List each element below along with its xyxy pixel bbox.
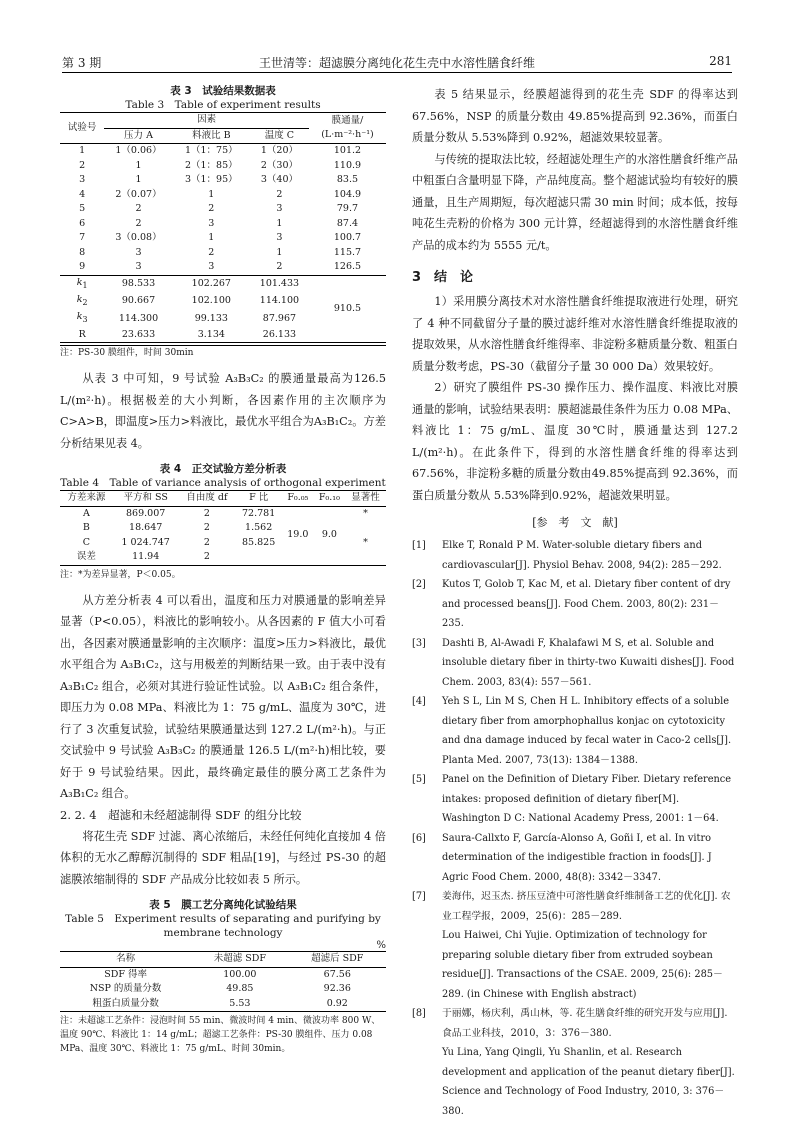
table-cell: 8 [79,246,86,258]
table-cell [345,521,386,536]
table-row [60,217,386,232]
table-cell: 9 [79,261,86,272]
paragraph-range-analysis: 从表 3 中可知，9 号试验 A₃B₃C₂ 的膜通量最高为126.5 L/(m²·h)。根据极差的大小判断，各因素作用的主次顺序为 C>A>B，即温度>压力>料液比，最优水平组合为A₃B₁C₂。方差分析结果见表 4。 [60,372,386,450]
subsection-heading-224: 2. 2. 4 超滤和未经超滤制得 SDF 的组分比较 [60,807,302,822]
table-cell: 2 [135,203,142,214]
table-cell: 3 [135,261,142,272]
table-cell: 72.781 [242,507,276,519]
table-cell: 2 [135,217,142,229]
table-header-cell: 方差来源 [67,492,106,504]
reference-text: Dashti B, Al-Awadi F, Khalafawi M S, et al. Soluble and insoluble dietary fiber in thirty-two Kuwaiti dishes[J]. Food Chem. 2003, 83(4): 557－561. [442,637,735,688]
table-row [60,202,386,217]
conclusion-item-1: 1）采用膜分离技术对水溶性膳食纤维提取液进行处理，研究了 4 种不同截留分子量的膜过滤纤维对水溶性膳食纤维提取液的提取效果，从水溶性膳食纤维得率、非淀粉多糖质量分数、粗蛋白质量分数考虑，PS-30（截留分子量 30 000 Da）效果较好。 [412,295,738,373]
table-cell: 1 [276,246,283,258]
table-cell: 误差 [76,551,96,563]
table-cell: 2 [203,551,210,563]
reference-text: Lou Haiwei, Chi Yujie. Optimization of technology for preparing soluble dietary fiber from extruded soybean residue[J]. Transactions of the CSAE. 2009, 25(6): 285－289. (in Chinese with English abstract) [442,930,723,1000]
table-row [60,188,386,203]
table-cell: 99.133 [194,312,228,324]
table-cell: 3 [276,232,283,243]
table3-header-b: 料液比 B [192,129,231,141]
table-cell: 3 [208,217,215,229]
table-cell: 87.4 [336,217,359,229]
table-cell: 2 [203,536,210,548]
table-cell: 4 [79,188,86,200]
table-row [60,260,386,275]
table3-header-a: 压力 A [124,129,153,141]
table-cell-merged: 19.0 [287,529,309,541]
reference-item [412,575,738,634]
table-cell: 1（20） [260,145,298,156]
table-cell: 83.5 [336,174,359,185]
reference-number: [3] [412,637,426,649]
table-cell: NSP 的质量分数 [89,983,162,995]
table3-header-c: 温度 C [264,129,295,141]
paragraph-cost-comparison: 与传统的提取法比较，经超滤处理生产的水溶性膳食纤维产品中粗蛋白含量明显下降，产品纯度高。整个超滤试验均有较好的膜通量，且生产周期短，每次超滤只需 30 min 时间；成本低，按每吨花生壳粉的价格为 300 元计算，经超滤得到的水溶性膳食纤维产品的成本约为 5555 元/t。 [412,152,738,252]
table-cell: 110.9 [333,159,362,171]
table-cell: 6 [79,217,86,229]
table-cell: 1.562 [245,522,273,534]
table-cell: 1 [135,174,142,185]
table-cell: $k_1$ [76,276,88,290]
reference-item [412,829,738,888]
reference-item [412,1004,738,1043]
table-cell: 2 [208,203,215,214]
reference-text: Yeh S L, Lin M S, Chen H L. Inhibitory effects of a soluble dietary fiber from amorphophallus konjac on cytotoxicity and dna damage induced by fecal water in Caco-2 cells[J]. Planta Med. 2007, 73(13): 1384－1388. [442,696,732,766]
table-header-cell: F 比 [249,492,269,504]
reference-number: [2] [412,579,426,590]
table-header-cell: 未超滤 SDF [213,953,266,965]
table-row [60,506,386,521]
table-row [60,246,386,261]
reference-number: [5] [412,774,426,785]
table3 [60,112,386,343]
table-cell: 67.56 [323,968,351,980]
issue-number: 第 3 期 [62,56,102,70]
references-list [412,536,738,1121]
table-cell: 3.134 [197,328,225,340]
table-cell: 87.967 [262,312,297,324]
section-heading-conclusion: 3 结 论 [412,270,474,285]
reference-item [412,536,738,575]
table-header-cell: F₀.₀₅ [287,492,309,504]
references-heading: [参 考 文 献] [532,516,618,529]
table3-caption: 表 3 试验结果数据表 Table 3 Table of experiment results [125,85,321,111]
table-header-cell: 自由度 df [186,492,228,504]
table-cell: 3 [135,246,142,258]
table-cell: 1 [135,159,142,171]
table-cell: 90.667 [121,295,156,307]
table-cell: A [82,507,90,519]
table-cell: 1（0.06） [115,145,162,156]
table-cell: 0.92 [326,997,348,1009]
table-cell-merged: 910.5 [333,302,362,314]
table-cell: 26.133 [262,328,297,340]
reference-text: Saura-Callxto F, García-Alonso A, Goñi I, et al. In vitro determination of the indigestible fraction in foods[J]. J Agric Food Chem. 2000, 48(8): 3342－3347. [442,832,712,883]
table-cell: 2（0.07） [115,188,162,200]
table-cell: 23.633 [121,328,156,340]
table5-note: 注：未超滤工艺条件：浸泡时间 55 min、微波时间 4 min、微波功率 800 W、温度 90℃、料液比 1：14 g/mL；超滤工艺条件：PS-30 膜组件、压力 0.08 MPa、温度 30℃、料液比 1：75 g/mL、时间 30min。 [60,1016,381,1055]
table-header-cell: 名称 [116,953,136,965]
table3-header-no: 试验号 [67,121,97,133]
table-cell: 1 [79,145,86,156]
conclusion-item-2: 2）研究了膜组件 PS-30 操作压力、操作温度、料液比对膜通量的影响，试验结果表明：膜超滤最佳条件为压力 0.08 MPa、料液比 1：75 g/mL、温度 30℃时，膜通量达到 127.2 L/(m²·h)。在此条件下，得到的水溶性膳食纤维的得率达到 67.56%，非淀粉多糖的质量分数由49.85%提高到 92.36%，而蛋白质量分数从 5.53%降到0.92%，超滤效果明显。 [412,381,738,502]
table-cell: 2 [203,522,210,534]
table-cell: 92.36 [323,983,351,995]
paragraph-table5-results: 表 5 结果显示，经膜超滤得到的花生壳 SDF 的得率达到 67.56%，NSP 的质量分数由 49.85%提高到 92.36%，而蛋白质量分数从 5.53%降到 0.92%，超滤效果较显著。 [412,88,738,144]
table-cell: 1 024.747 [121,536,170,548]
table-cell: 5.53 [229,997,251,1009]
table-cell: 2 [203,507,210,519]
table-cell [235,550,282,565]
table-cell-merged: 9.0 [321,529,337,541]
page-number: 281 [709,54,732,68]
table-cell: 102.267 [191,277,231,289]
table3-note: 注：PS-30 膜组件，时间 30min [60,345,386,360]
paragraph-sdf-comparison: 将花生壳 SDF 过滤、离心浓缩后，未经任何纯化直接加 4 倍体积的无水乙醇醇沉制得的 SDF 粗品[19]，与经过 PS-30 的超滤膜浓缩制得的 SDF 产品成分比较如表 5 所示。 [60,829,386,886]
reference-item [412,770,738,829]
table-cell: 114.100 [259,295,300,307]
table-cell: 98.533 [121,277,156,289]
table-cell: 869.007 [126,507,166,519]
table-cell: 2 [208,246,215,258]
table-cell: 3（0.08） [115,232,162,243]
table-cell: R [78,328,86,340]
table-cell: 115.7 [333,246,362,258]
table-cell: 1 [276,217,283,229]
table3-header-flux: 膜通量/ (L·m⁻²·h⁻¹) [321,114,374,140]
table4-note: 注：*为差异显著，P＜0.05。 [60,569,181,580]
right-column [412,84,738,1121]
reference-text: 姜海伟，迟玉杰. 挤压豆渣中可溶性膳食纤维制备工艺的优化[J]. 农业工程学报，2009，25(6)：285－289. [442,891,731,922]
table-cell: 1 [208,232,215,243]
table-cell: 2 [276,188,283,200]
reference-number: [8] [412,1008,426,1019]
table5-caption: 表 5 膜工艺分离纯化试验结果 Table 5 Experiment results of separating and purifying by membrane technology [65,899,381,940]
table-cell: 85.825 [242,536,276,548]
table-cell: 18.647 [129,522,163,534]
table-cell: 101.433 [259,277,300,289]
table-row [60,982,386,997]
running-title: 王世清等：超滤膜分离纯化花生壳中水溶性膳食纤维 [258,56,535,70]
left-column [60,84,386,1056]
table-row [60,997,386,1012]
table-cell: SDF 得率 [104,968,147,980]
table-row [60,173,386,188]
significance-mark: * [363,507,368,519]
table5 [60,951,386,1012]
table-cell [345,550,386,565]
reference-item [412,926,738,1004]
table5-unit: % [376,940,386,952]
reference-text: Elke T, Ronald P M. Water-soluble dietary fibers and cardiovascular[J]. Physiol Behav. 2008, 94(2): 285－292. [442,540,722,571]
reference-text: Kutos T, Golob T, Kac M, et al. Dietary fiber content of dry and processed beans[J]. Food Chem. 2003, 80(2): 231－235. [442,579,731,629]
table-header-cell: 平方和 SS [123,492,168,504]
table-row [60,144,386,159]
table-row [60,231,386,246]
table4-caption: 表 4 正交试验方差分析表 Table 4 Table of variance analysis of orthogonal experiment [60,463,386,490]
table-cell: 104.9 [333,188,362,200]
table-cell: B [82,522,90,534]
table-header-cell: 显著性 [351,492,380,504]
table-cell: 102.100 [191,295,231,307]
reference-item [412,634,738,693]
table-cell: 5 [79,203,86,214]
reference-number: [6] [412,832,426,844]
significance-mark: * [363,536,368,548]
table3-header-factor: 因素 [104,113,309,129]
table-cell: 100.00 [223,968,257,980]
table-row [60,275,386,293]
table-cell: 114.300 [118,312,159,324]
table-cell: 3（1：95） [184,174,238,185]
table-cell: 粗蛋白质量分数 [92,997,159,1009]
table-cell: 3 [208,261,215,272]
table-cell: 3 [276,203,283,214]
table-cell: $k_2$ [76,293,88,307]
reference-number [412,926,442,1004]
table-cell: 11.94 [132,551,160,563]
table-cell: $k_3$ [76,311,88,325]
table-cell: 1（1：75） [184,145,238,156]
reference-text: 于丽娜，杨庆利，禹山林，等. 花生膳食纤维的研究开发与应用[J]. 食品工业科技，2010，3：376－380. [442,1008,728,1039]
table-cell: 79.7 [336,203,359,214]
reference-text: Yu Lina, Yang Qingli, Yu Shanlin, et al. Research development and application of the peanut dietary fiber[J]. Science and Technology of Food Industry, 2010, 3: 376－380. [442,1047,735,1117]
table-cell: 1 [208,188,215,200]
running-header [62,50,732,73]
table-cell: 3（40） [260,174,298,185]
table-cell: 49.85 [226,983,254,995]
table-cell: 126.5 [333,261,362,272]
table-row [60,159,386,174]
table-header-cell: 超滤后 SDF [311,953,364,965]
table-cell: 2 [79,159,86,171]
reference-number [412,1043,442,1121]
table-cell: 2 [276,261,283,272]
paragraph-variance-analysis: 从方差分析表 4 可以看出，温度和压力对膜通量的影响差异显著（P<0.05），料液比的影响较小。从各因素的 F 值大小可看出，各因素对膜通量影响的主次顺序：温度>压力>料液比，最优水平组合为 A₃B₁C₂，这与用极差的判断结果一致。由于表中没有 A₃B₁C₂ 组合，必须对其进行验证性试验。以 A₃B₁C₂ 组合条件，即压力为 0.08 MPa、料液比为 1：75 g/mL、温度为 30℃，进行了 3 次重复试验，试验结果膜通量达到 127.2 L/(m²·h)。与正交试验中 9 号试验 A₃B₃C₂ 的膜通量 126.5 L/(m²·h)相比较，要好于 9 号试验结果。因此，最终确定最佳的膜分离工艺条件为 A₃B₁C₂ 组合。 [60,593,386,801]
table-cell: 2（30） [260,159,298,171]
reference-item [412,887,738,926]
table-header-cell: F₀.₁₀ [318,492,340,504]
table-cell: 3 [79,174,86,185]
table-cell: C [82,536,91,548]
reference-number: [4] [412,696,426,707]
table-cell: 101.2 [333,145,362,156]
table-cell: 2（1：85） [184,159,238,171]
table-cell: 7 [79,232,86,243]
table-row [60,967,386,982]
reference-number: [1] [412,540,426,551]
reference-item [412,692,738,770]
table-cell: 100.7 [333,232,362,243]
reference-number: [7] [412,891,426,902]
table4 [60,490,386,566]
reference-text: Panel on the Definition of Dietary Fiber. Dietary reference intakes: proposed definition of dietary fiber[M]. Washington D C: National Academy Press, 2001: 1－64. [442,774,732,824]
reference-item [412,1043,738,1121]
